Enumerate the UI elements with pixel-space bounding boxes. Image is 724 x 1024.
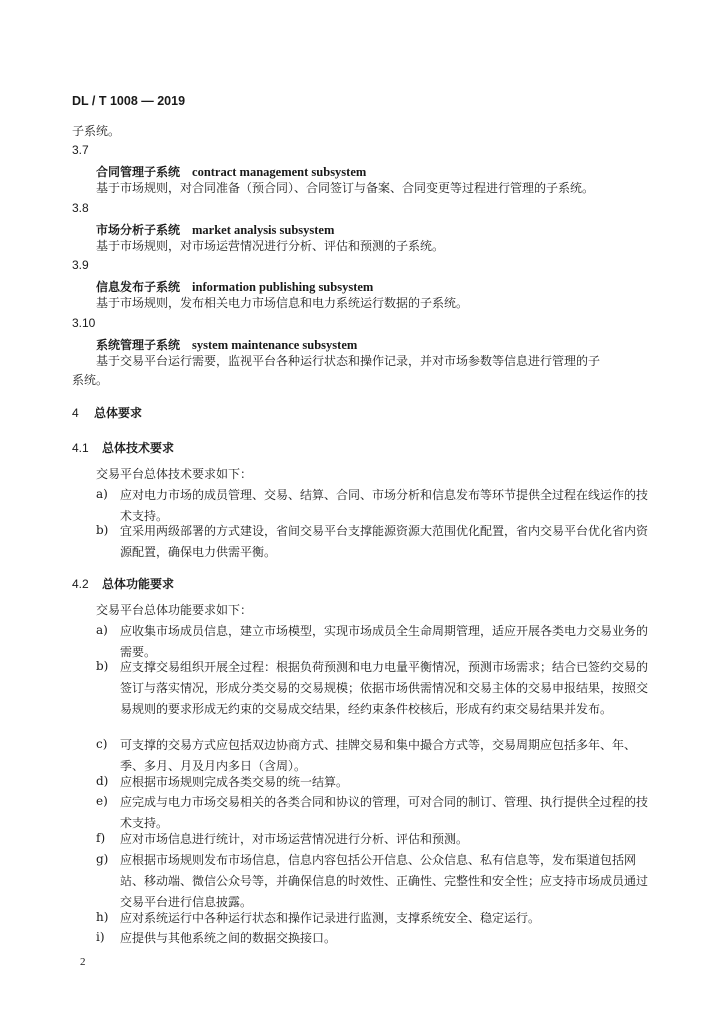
- section-number: 4: [72, 406, 79, 420]
- term-en: system maintenance subsystem: [192, 338, 358, 352]
- subsection-title: 总体功能要求: [102, 577, 175, 591]
- subsection-intro: 交易平台总体功能要求如下：: [96, 603, 253, 617]
- term-en: market analysis subsystem: [192, 223, 335, 237]
- standard-code: DL / T 1008 — 2019: [72, 94, 186, 108]
- subsection-title: 总体技术要求: [102, 441, 175, 455]
- term-heading: [96, 161, 366, 180]
- term-en: information publishing subsystem: [192, 280, 374, 294]
- subsection-heading: [72, 437, 174, 456]
- term-number: 3.7: [72, 143, 89, 157]
- term-cn: 合同管理子系统: [96, 165, 181, 179]
- list-marker: h): [96, 910, 109, 924]
- subsection-number: 4.2: [72, 577, 89, 591]
- list-marker: b): [96, 523, 109, 537]
- list-marker: a): [96, 623, 108, 637]
- list-marker: i): [96, 930, 105, 944]
- list-marker: d): [96, 774, 109, 788]
- term-number: 3.9: [72, 258, 89, 272]
- continuation-text: 子系统。: [72, 124, 121, 138]
- term-en: contract management subsystem: [192, 165, 367, 179]
- list-marker: f): [96, 831, 106, 845]
- list-item: 应对市场信息进行统计，对市场运营情况进行分析、评估和预测。: [120, 832, 469, 846]
- list-item: 可支撑的交易方式应包括双边协商方式、挂牌交易和集中撮合方式等，交易周期应包括多年、年、季、多月、月及月内多日（含周）。: [120, 738, 637, 773]
- term-definition: 基于市场规则，对市场运营情况进行分析、评估和预测的子系统。: [96, 239, 445, 253]
- list-marker: b): [96, 659, 109, 673]
- section-heading: [72, 402, 142, 421]
- term-number: 3.8: [72, 201, 89, 215]
- list-item: 应提供与其他系统之间的数据交换接口。: [120, 931, 337, 945]
- list-marker: e): [96, 794, 108, 808]
- list-marker: c): [96, 737, 108, 751]
- term-heading: [96, 334, 357, 353]
- section-title: 总体要求: [94, 406, 143, 420]
- term-definition-line2: 系统。: [72, 373, 109, 387]
- subsection-number: 4.1: [72, 441, 89, 455]
- page-number: 2: [80, 956, 86, 968]
- list-item: 应对电力市场的成员管理、交易、结算、合同、市场分析和信息发布等环节提供全过程在线运作的技术支持。: [120, 488, 649, 523]
- term-definition: 基于市场规则，发布相关电力市场信息和电力系统运行数据的子系统。: [96, 296, 469, 310]
- subsection-intro: 交易平台总体技术要求如下：: [96, 467, 253, 481]
- term-cn: 系统管理子系统: [96, 338, 181, 352]
- term-definition: 基于市场规则，对合同准备（预合同）、合同签订与备案、合同变更等过程进行管理的子系统。: [96, 181, 595, 195]
- list-item: 宜采用两级部署的方式建设，省间交易平台支撑能源资源大范围优化配置，省内交易平台优化省内资源配置，确保电力供需平衡。: [120, 524, 649, 559]
- term-definition-line1: 基于交易平台运行需要，监视平台各种运行状态和操作记录，并对市场参数等信息进行管理的子: [96, 354, 601, 368]
- list-item: 应根据市场规则完成各类交易的统一结算。: [120, 775, 349, 789]
- term-heading: [96, 276, 373, 295]
- list-marker: a): [96, 487, 108, 501]
- subsection-heading: [72, 573, 174, 592]
- term-number: 3.10: [72, 316, 96, 330]
- term-cn: 信息发布子系统: [96, 280, 181, 294]
- list-item: 应收集市场成员信息，建立市场模型，实现市场成员全生命周期管理，适应开展各类电力交易业务的需要。: [120, 624, 649, 659]
- list-marker: g): [96, 852, 109, 866]
- term-heading: [96, 219, 334, 238]
- list-item: 应完成与电力市场交易相关的各类合同和协议的管理，可对合同的制订、管理、执行提供全过程的技术支持。: [120, 795, 649, 830]
- list-item: 应对系统运行中各种运行状态和操作记录进行监测，支撑系统安全、稳定运行。: [120, 911, 541, 925]
- list-item: 应根据市场规则发布市场信息，信息内容包括公开信息、公众信息、私有信息等，发布渠道包括网站、移动端、微信公众号等，并确保信息的时效性、正确性、完整性和安全性；应支持市场成员通过交易平台进行信息披露。: [120, 853, 649, 909]
- list-item: 应支撑交易组织开展全过程：根据负荷预测和电力电量平衡情况，预测市场需求；结合已签约交易的签订与落实情况，形成分类交易的交易规模；依据市场供需情况和交易主体的交易申报结果，按照交易规则的要求形成无约束的交易成交结果，经约束条件校核后，形成有约束交易结果并发布。: [120, 660, 649, 716]
- term-cn: 市场分析子系统: [96, 223, 181, 237]
